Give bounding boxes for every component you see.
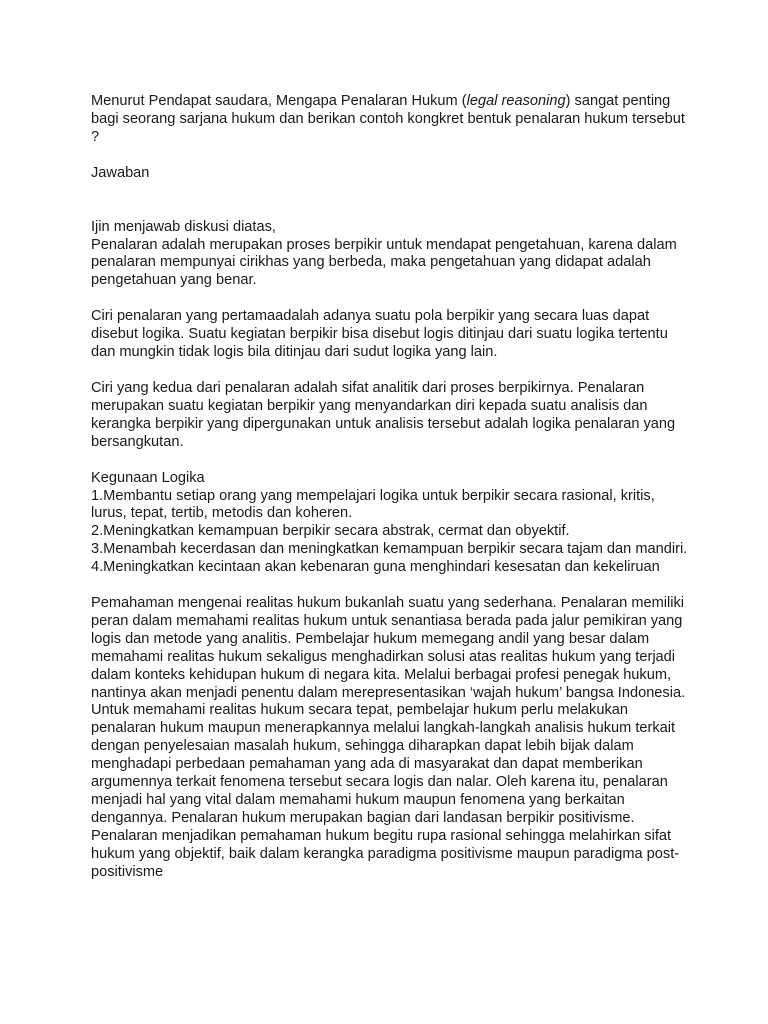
spacer (91, 147, 691, 165)
list-item: 1.Membantu setiap orang yang mempelajari logika untuk berpikir secara rasional, kritis, lurus, tepat, tertib, metodis dan koheren. (91, 487, 655, 522)
answer-heading: Jawaban (91, 164, 150, 181)
closing-paragraph: Pemahaman mengenai realitas hukum bukanlah suatu yang sederhana. Penalaran memiliki peran dalam memahami realitas hukum untuk senantiasa berada pada jalur pemikiran yang logis dan metode yang analitis. Pembelajar hukum memegang andil yang besar dalam memahami realitas hukum sekaligus menghadirkan solusi atas realitas hukum yang terjadi dalam konteks kehidupan hukum di negara kita. Melalui berbagai profesi penegak hukum, nantinya akan menjadi penentu dalam merepresentasikan ‘wajah hukum’ bangsa Indonesia. Untuk memahami realitas hukum secara tepat, pembelajar hukum perlu melakukan penalaran hukum maupun menerapkannya melalui langkah-langkah analisis hukum terkait dengan penyelesaian masalah hukum, sehingga diharapkan dapat lebih bijak dalam menghadapi perbedaan pemahaman yang ada di masyarakat dan dapat memberikan argumennya terkait fenomena tersebut secara logis dan nalar. Oleh karena itu, penalaran menjadi hal yang vital dalam memahami hukum maupun fenomena yang berkaitan dengannya. Penalaran hukum merupakan bagian dari landasan berpikir positivisme. Penalaran menjadikan pemahaman hukum begitu rupa rasional sehingga melahirkan sifat hukum yang objektif, baik dalam kerangka paradigma positivisme maupun paradigma post-positivisme (91, 595, 686, 880)
document-page (91, 93, 691, 882)
greeting-line: Ijin menjawab diskusi diatas, (91, 218, 276, 235)
list-item: 2.Meningkatkan kemampuan berpikir secara abstrak, cermat dan obyektif. (91, 523, 570, 540)
question-text-start: Menurut Pendapat saudara, Mengapa Penalaran Hukum ( (91, 93, 467, 109)
question-term-italic: legal reasoning (466, 93, 566, 109)
spacer (91, 362, 691, 380)
list-item: 3.Menambah kecerdasan dan meningkatkan kemampuan berpikir secara tajam dan mandiri. (91, 541, 688, 558)
kegunaan-title: Kegunaan Logika (91, 469, 205, 486)
spacer (91, 452, 691, 470)
paragraph-definition: Penalaran adalah merupakan proses berpikir untuk mendapat pengetahuan, karena dalam penalaran mempunyai cirikhas yang berbeda, maka pengetahuan yang didapat adalah pengetahuan yang benar. (91, 236, 677, 289)
question-text-end: ) sangat penting bagi seorang sarjana hukum dan berikan contoh kongkret bentuk penalaran hukum tersebut ? (91, 93, 685, 145)
spacer (91, 290, 691, 308)
spacer (91, 577, 691, 595)
list-item: 4.Meningkatkan kecintaan akan kebenaran guna menghindari kesesatan dan kekeliruan (91, 559, 660, 576)
paragraph-second-characteristic: Ciri yang kedua dari penalaran adalah sifat analitik dari proses berpikirnya. Penalaran merupakan suatu kegiatan berpikir yang menyandarkan diri kepada suatu analisis dan kerangka berpikir yang dipergunakan untuk analisis tersebut adalah logika penalaran yang bersangkutan. (91, 379, 676, 450)
paragraph-first-characteristic: Ciri penalaran yang pertamaadalah adanya suatu pola berpikir yang secara luas dapat disebut logika. Suatu kegiatan berpikir bisa disebut logis ditinjau dari suatu logika tertentu dan mungkin tidak logis bila ditinjau dari sudut logika yang lain. (91, 308, 668, 361)
question-paragraph (91, 93, 691, 147)
spacer (91, 183, 691, 219)
